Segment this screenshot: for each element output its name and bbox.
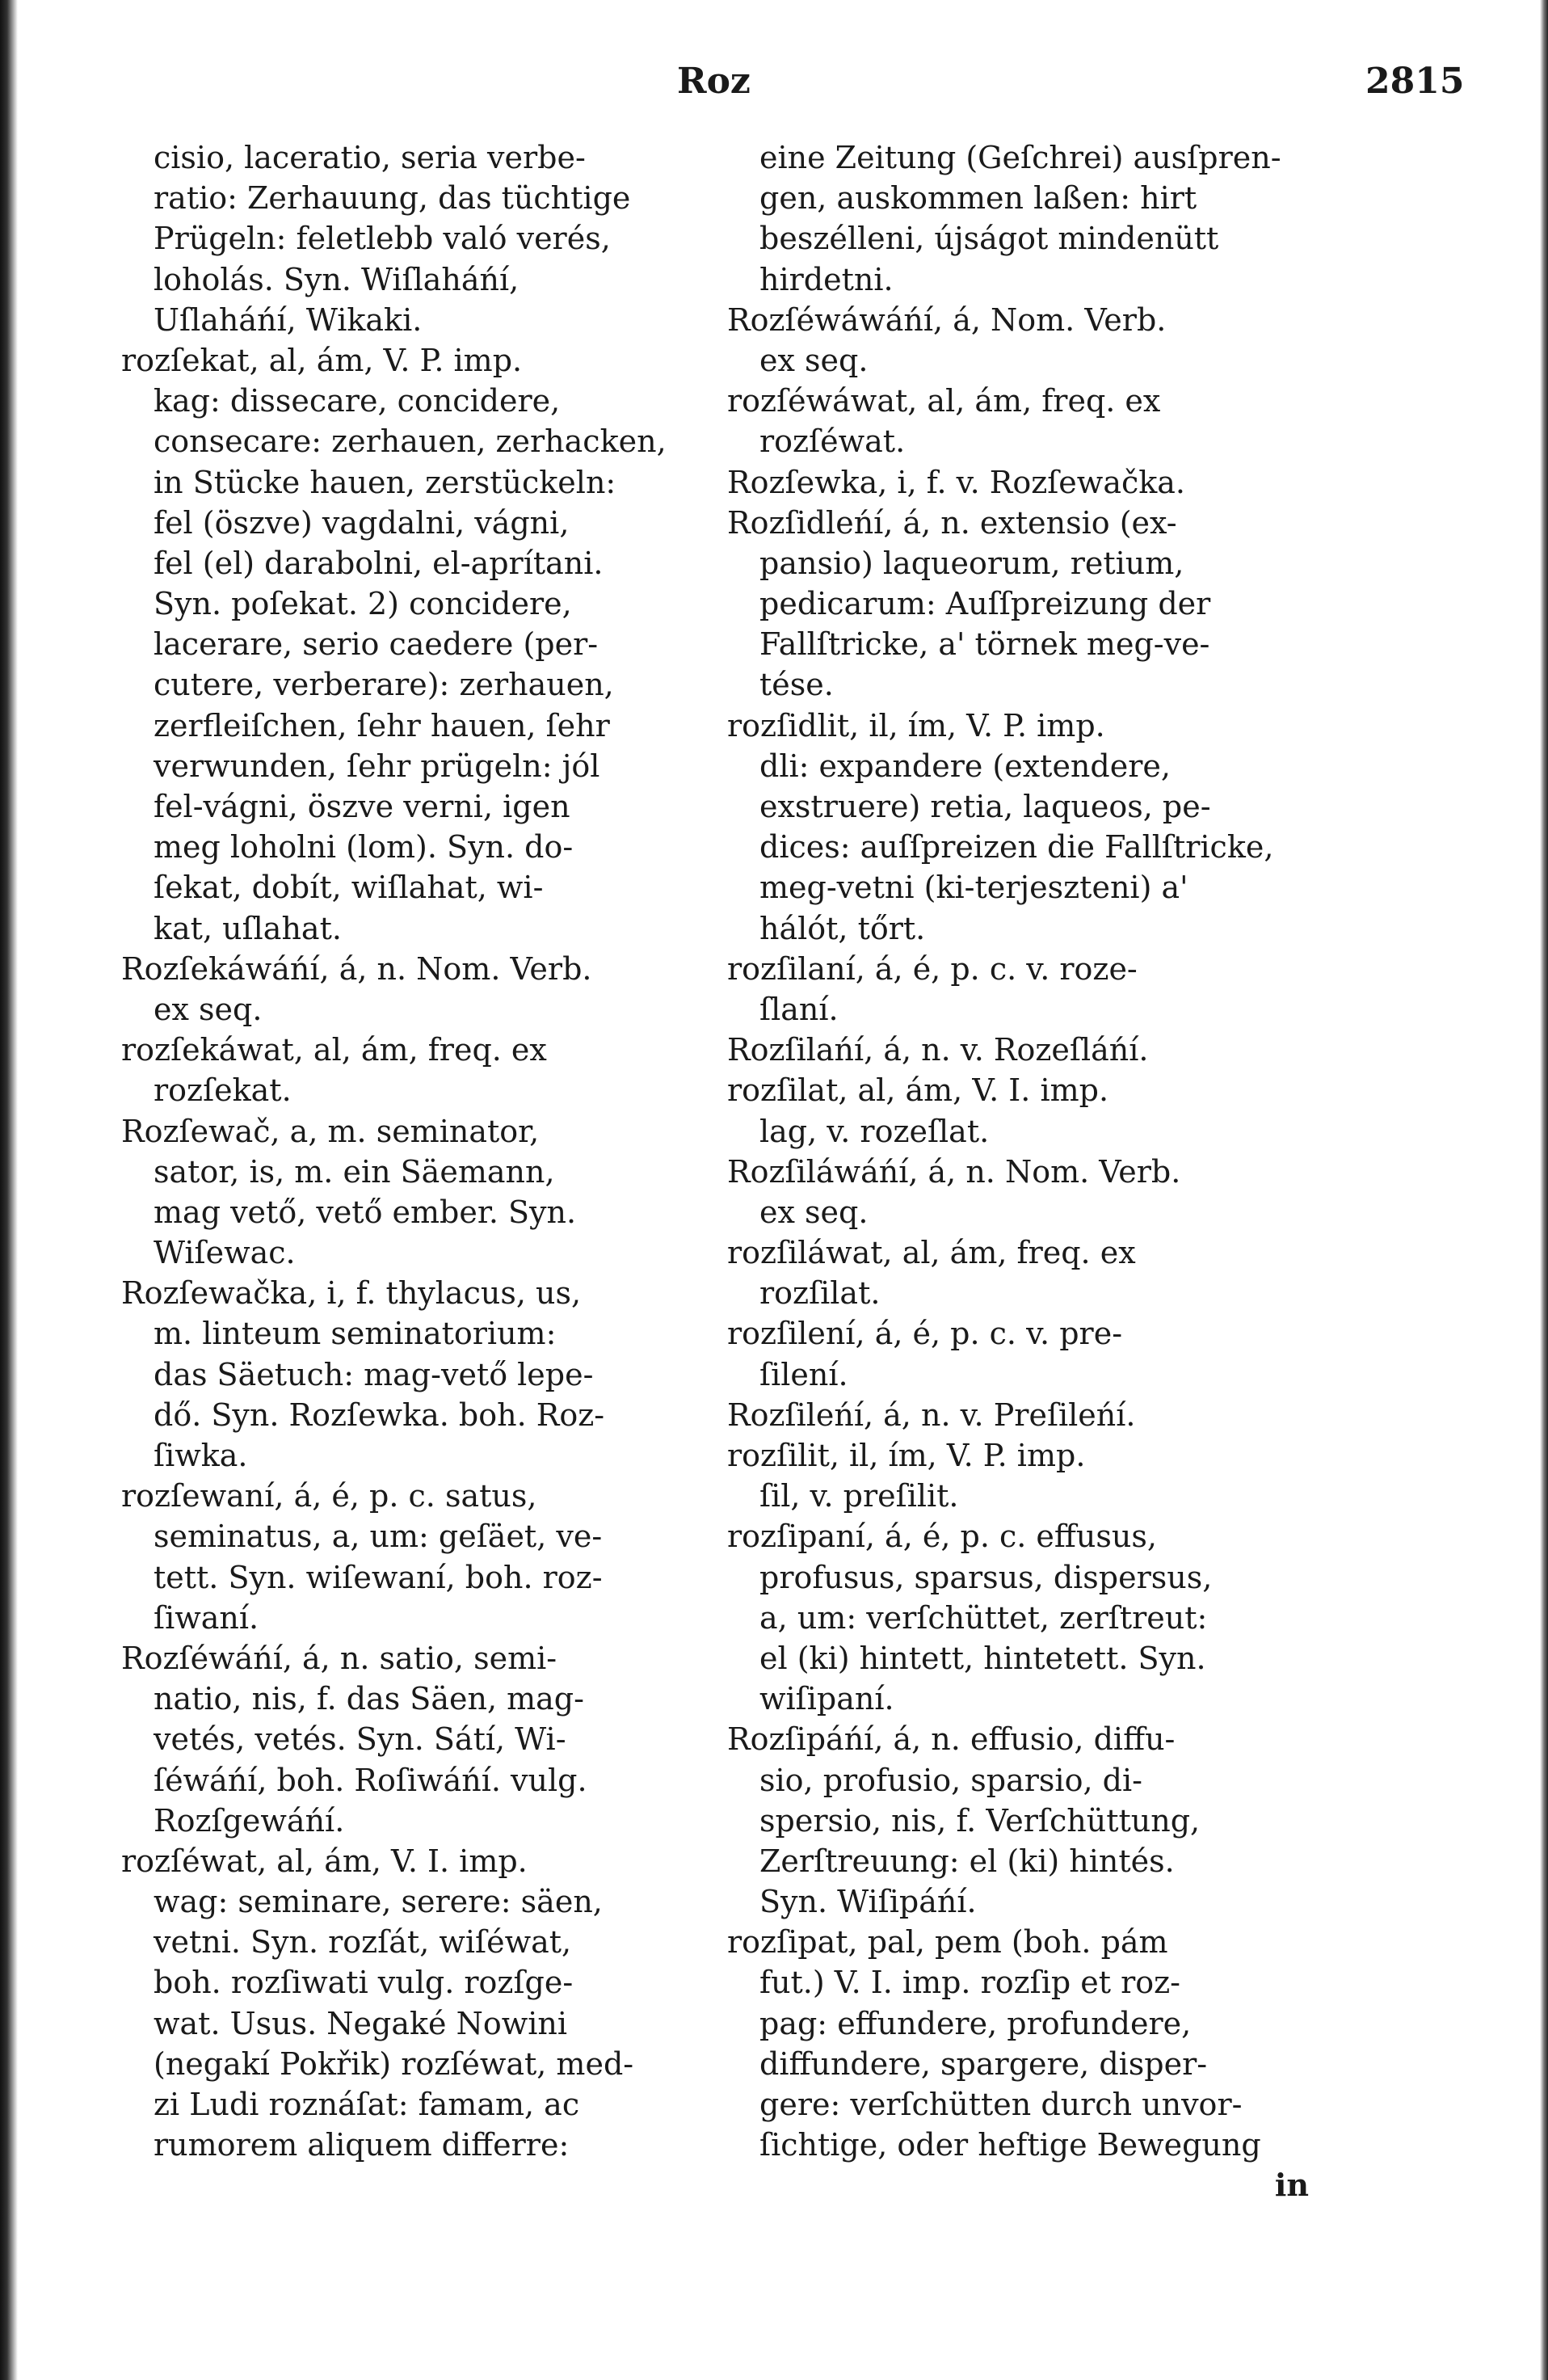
text-line: rozſekat, al, ám, V. P. imp. bbox=[121, 342, 523, 378]
text-line: ex seq. bbox=[154, 991, 263, 1027]
text-line: das Säetuch: mag-vető lepe- bbox=[154, 1356, 594, 1392]
text-line: ratio: Zerhauung, das tüchtige bbox=[154, 180, 631, 217]
text-line: m. linteum seminatorium: bbox=[154, 1316, 557, 1352]
left-column bbox=[121, 137, 703, 2165]
text-line: ſiwka. bbox=[154, 1438, 248, 1473]
text-line: rozſilaní, á, é, p. c. v. roze- bbox=[727, 950, 1138, 987]
right-column bbox=[727, 137, 1309, 2206]
text-line: Prügeln: feletlebb való verés, bbox=[154, 221, 611, 257]
text-line: ſekat, dobít, wiſlahat, wi- bbox=[154, 870, 544, 906]
text-line: wag: seminare, serere: säen, bbox=[154, 1884, 603, 1920]
text-line: verwunden, ſehr prügeln: jól bbox=[154, 748, 600, 784]
text-line: Rozſidleńí, á, n. extensio (ex- bbox=[727, 504, 1177, 541]
text-line: Fallſtricke, a' törnek meg-ve- bbox=[759, 626, 1210, 663]
text-line: ſlaní. bbox=[759, 991, 839, 1027]
text-line: hálót, tőrt. bbox=[759, 910, 926, 946]
text-line: Rozſewka, i, f. v. Rozſewačka. bbox=[727, 464, 1186, 500]
text-line: Syn. Wiſipáńí. bbox=[759, 1884, 977, 1920]
text-line: loholás. Syn. Wiſlaháńí, bbox=[154, 261, 520, 297]
text-line: sator, is, m. ein Säemann, bbox=[154, 1153, 555, 1190]
text-line: wat. Usus. Negaké Nowini bbox=[154, 2005, 568, 2041]
text-line: Rozſipáńí, á, n. effusio, diffu- bbox=[727, 1721, 1176, 1758]
text-line: wiſipaní. bbox=[759, 1681, 894, 1717]
text-line: (negakí Pokřik) rozſéwat, med- bbox=[154, 2045, 634, 2082]
text-line: ſichtige, oder heftige Bewegung bbox=[759, 2127, 1261, 2163]
text-line: rozſiláwat, al, ám, freq. ex bbox=[727, 1235, 1136, 1271]
text-line: cisio, laceratio, seria verbe- bbox=[154, 140, 586, 175]
text-line: mag vető, vető ember. Syn. bbox=[154, 1194, 577, 1230]
text-line: ex seq. bbox=[759, 1194, 869, 1230]
page-edge-shadow bbox=[1540, 0, 1548, 2380]
text-line: gere: verſchütten durch unvor- bbox=[759, 2087, 1243, 2122]
text-line: rozſidlit, il, ím, V. P. imp. bbox=[727, 707, 1105, 743]
text-line: rozſipat, pal, pem (boh. pám bbox=[727, 1924, 1168, 1961]
text-line: ſéwáńí, boh. Roſiwáńí. vulg. bbox=[154, 1762, 587, 1798]
text-line: Rozſéwáńí, á, n. satio, semi- bbox=[121, 1640, 557, 1676]
text-line: rozſewaní, á, é, p. c. satus, bbox=[121, 1478, 537, 1514]
text-line: el (ki) hintett, hintetett. Syn. bbox=[759, 1640, 1206, 1676]
text-line: hirdetni. bbox=[759, 261, 894, 297]
text-line: Syn. poſekat. 2) concidere, bbox=[154, 586, 572, 622]
text-line: pag: effundere, profundere, bbox=[759, 2005, 1192, 2041]
text-line: rozſilit, il, ím, V. P. imp. bbox=[727, 1438, 1086, 1473]
text-line: ſil, v. preſilit. bbox=[759, 1478, 959, 1514]
text-line: dő. Syn. Rozſewka. boh. Roz- bbox=[154, 1396, 605, 1433]
text-line: sio, profusio, sparsio, di- bbox=[759, 1762, 1142, 1798]
text-line: eine Zeitung (Geſchrei) ausſpren- bbox=[759, 140, 1281, 175]
text-line: fut.) V. I. imp. rozſip et roz- bbox=[759, 1965, 1181, 2001]
text-line: Rozſewačka, i, f. thylacus, us, bbox=[121, 1275, 582, 1312]
page-binding-shadow bbox=[0, 0, 18, 2380]
text-line: ex seq. bbox=[759, 342, 869, 378]
text-line: boh. rozſiwati vulg. rozſge- bbox=[154, 1965, 574, 2001]
text-line: dli: expandere (extendere, bbox=[759, 748, 1171, 784]
text-line: in Stücke hauen, zerstückeln: bbox=[154, 464, 616, 500]
text-line: vetni. Syn. rozſát, wiſéwat, bbox=[154, 1924, 572, 1961]
text-line: gen, auskommen laßen: hirt bbox=[759, 180, 1197, 217]
text-line: consecare: zerhauen, zerhacken, bbox=[154, 423, 667, 460]
text-line: ſiwaní. bbox=[154, 1599, 259, 1636]
text-line: natio, nis, f. das Säen, mag- bbox=[154, 1681, 584, 1717]
text-line: rozſéwat, al, ám, V. I. imp. bbox=[121, 1843, 528, 1879]
text-line: tett. Syn. wiſewaní, boh. roz- bbox=[154, 1559, 603, 1595]
text-line: rumorem aliquem differre: bbox=[154, 2127, 570, 2163]
text-line: beszélleni, újságot mindenütt bbox=[759, 221, 1219, 257]
text-line: fel-vágni, öszve verni, igen bbox=[154, 789, 570, 824]
text-line: meg-vetni (ki-terjeszteni) a' bbox=[759, 870, 1188, 906]
text-line: lag, v. rozeſlat. bbox=[759, 1113, 990, 1149]
text-line: pedicarum: Auſſpreizung der bbox=[759, 586, 1211, 622]
text-line: vetés, vetés. Syn. Sátí, Wi- bbox=[154, 1721, 566, 1758]
text-line: rozſekáwat, al, ám, freq. ex bbox=[121, 1032, 547, 1068]
text-line: Rozſiláwáńí, á, n. Nom. Verb. bbox=[727, 1153, 1181, 1190]
text-line: cutere, verberare): zerhauen, bbox=[154, 667, 614, 703]
text-line: pansio) laqueorum, retium, bbox=[759, 545, 1184, 581]
text-line: Wiſewac. bbox=[154, 1235, 296, 1271]
text-line: kat, uſlahat. bbox=[154, 910, 342, 946]
text-line: zi Ludi roznáſat: famam, ac bbox=[154, 2087, 580, 2122]
text-line: fel (el) darabolni, el-aprítani. bbox=[154, 545, 604, 581]
text-line: spersio, nis, f. Verſchüttung, bbox=[759, 1802, 1201, 1839]
text-line: exstruere) retia, laqueos, pe- bbox=[759, 789, 1211, 824]
page-number: 2815 bbox=[1365, 61, 1465, 102]
text-line: Rozſgewáńí. bbox=[154, 1802, 345, 1839]
text-line: rozſekat. bbox=[154, 1072, 292, 1109]
text-line: ſilení. bbox=[759, 1356, 848, 1392]
text-line: rozſilat. bbox=[759, 1275, 881, 1312]
text-line: profusus, sparsus, dispersus, bbox=[759, 1559, 1213, 1595]
text-line: dices: auſſpreizen die Fallſtricke, bbox=[759, 829, 1274, 866]
running-head: Roz bbox=[677, 61, 751, 102]
text-line: Rozſewač, a, m. seminator, bbox=[121, 1113, 540, 1149]
text-line: a, um: verſchüttet, zerſtreut: bbox=[759, 1599, 1208, 1636]
text-line: lacerare, serio caedere (per- bbox=[154, 626, 599, 663]
text-line: Rozſilańí, á, n. v. Rozeſláńí. bbox=[727, 1032, 1149, 1068]
text-line: Uſlaháńí, Wikaki. bbox=[154, 301, 423, 338]
text-line: zerfleiſchen, ſehr hauen, ſehr bbox=[154, 707, 610, 743]
text-line: Rozſekáwáńí, á, n. Nom. Verb. bbox=[121, 950, 592, 987]
text-line: tése. bbox=[759, 667, 834, 703]
text-line: diffundere, spargere, disper- bbox=[759, 2045, 1208, 2082]
text-line: fel (öszve) vagdalni, vágni, bbox=[154, 504, 570, 541]
text-line: seminatus, a, um: geſäet, ve- bbox=[154, 1519, 603, 1555]
text-line: rozſéwáwat, al, ám, freq. ex bbox=[727, 383, 1161, 419]
text-line: Rozſéwáwáńí, á, Nom. Verb. bbox=[727, 301, 1167, 338]
text-line: kag: dissecare, concidere, bbox=[154, 383, 561, 419]
catchword: in bbox=[1274, 2167, 1309, 2204]
text-line: rozſilat, al, ám, V. I. imp. bbox=[727, 1072, 1109, 1109]
text-line: rozſipaní, á, é, p. c. effusus, bbox=[727, 1519, 1157, 1555]
text-line: meg loholni (lom). Syn. do- bbox=[154, 829, 574, 866]
text-line: rozſilení, á, é, p. c. v. pre- bbox=[727, 1316, 1123, 1352]
text-line: Rozſileńí, á, n. v. Preſileńí. bbox=[727, 1396, 1136, 1433]
text-line: rozſéwat. bbox=[759, 423, 906, 460]
text-line: Zerſtreuung: el (ki) hintés. bbox=[759, 1843, 1175, 1879]
